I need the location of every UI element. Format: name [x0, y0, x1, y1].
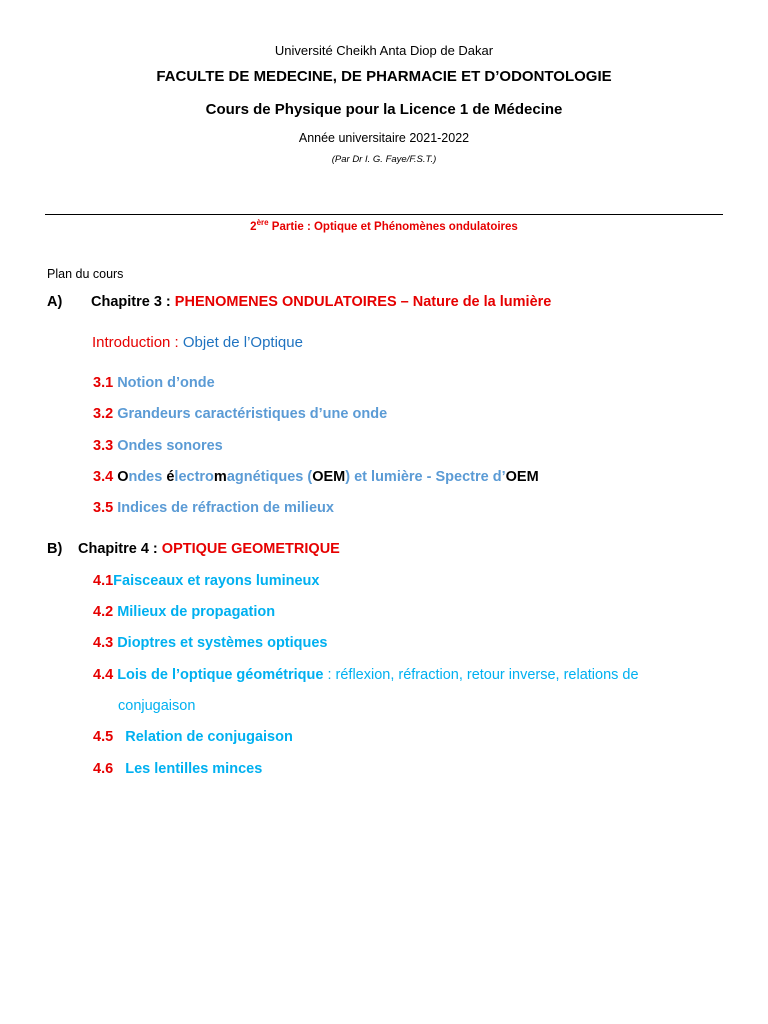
- chapter-4-heading: [47, 541, 340, 557]
- item-number: 3.2: [93, 406, 118, 422]
- faculty-name: FACULTE DE MEDECINE, DE PHARMACIE ET D’ODONTOLOGIE: [156, 68, 612, 85]
- university-name: Université Cheikh Anta Diop de Dakar: [274, 43, 494, 58]
- list-item-3-4: [93, 469, 539, 485]
- item-number: 4.5: [93, 729, 126, 745]
- item-number: 4.6: [93, 761, 126, 777]
- item-number: 3.5: [93, 500, 118, 516]
- intro-label: Introduction :: [92, 334, 183, 351]
- part-number: 2: [250, 220, 257, 233]
- item-number: 3.3: [93, 438, 118, 454]
- list-item-4-4-continuation: conjugaison: [118, 698, 196, 714]
- author-credit: (Par Dr I. G. Faye/F.S.T.): [331, 154, 437, 165]
- chapter-title: PHENOMENES ONDULATOIRES – Nature de la lumière: [174, 294, 552, 310]
- item-text: Grandeurs caractéristiques d’une onde: [117, 406, 388, 422]
- chapter-letter: A): [47, 294, 63, 310]
- list-item-3-5: [93, 500, 334, 516]
- item-number: 4.4: [93, 667, 118, 683]
- plan-label: Plan du cours: [47, 267, 124, 281]
- item-text-part: m: [213, 469, 227, 485]
- list-item-3-1: [93, 375, 215, 391]
- part-heading: [0, 218, 768, 233]
- list-item-4-2: [93, 604, 275, 620]
- part-title: Partie : Optique et Phénomènes ondulatoires: [268, 220, 518, 233]
- academic-year: Année universitaire 2021-2022: [298, 131, 470, 145]
- intro-text: Objet de l’Optique: [182, 334, 303, 351]
- item-number: 3.1: [93, 375, 118, 391]
- item-number: 4.1: [93, 573, 114, 589]
- item-text-rest: : réflexion, réfraction, retour inverse, relations de: [323, 667, 639, 683]
- item-number: 3.4: [93, 469, 118, 485]
- list-item-4-6: [93, 761, 262, 777]
- course-title: Cours de Physique pour la Licence 1 de Médecine: [205, 101, 563, 118]
- chapter-label: Chapitre 3 :: [91, 294, 175, 310]
- item-text-part: lectro: [174, 469, 214, 485]
- list-item-4-1: [93, 573, 319, 589]
- item-text: Indices de réfraction de milieux: [117, 500, 334, 516]
- item-number: 4.2: [93, 604, 118, 620]
- item-text-part: OEM: [505, 469, 539, 485]
- chapter-letter: B): [47, 541, 63, 557]
- horizontal-rule: [45, 214, 723, 215]
- list-item-4-4: [93, 667, 639, 683]
- item-text-part: OEM: [312, 469, 346, 485]
- item-text: Faisceaux et rayons lumineux: [113, 573, 320, 589]
- chapter-3-heading: [47, 294, 551, 310]
- list-item-4-3: [93, 635, 328, 651]
- item-text-part: O: [117, 469, 129, 485]
- list-item-3-3: [93, 438, 223, 454]
- item-text: Lois de l’optique géométrique: [117, 667, 324, 683]
- item-number: 4.3: [93, 635, 118, 651]
- item-text: Notion d’onde: [117, 375, 215, 391]
- chapter-label: Chapitre 4 :: [78, 541, 162, 557]
- introduction-line: [92, 334, 303, 351]
- item-text: Dioptres et systèmes optiques: [117, 635, 328, 651]
- list-item-4-5: [93, 729, 293, 745]
- list-item-3-2: [93, 406, 387, 422]
- item-text: Relation de conjugaison: [125, 729, 293, 745]
- item-text-part: ndes: [128, 469, 167, 485]
- item-text-part: é: [166, 469, 175, 485]
- part-superscript: ère: [256, 218, 269, 227]
- item-text: Milieux de propagation: [117, 604, 276, 620]
- item-text: Ondes sonores: [117, 438, 223, 454]
- chapter-title: OPTIQUE GEOMETRIQUE: [161, 541, 340, 557]
- item-text: Les lentilles minces: [125, 761, 263, 777]
- item-text-part: agnétiques (: [226, 469, 313, 485]
- item-text-part: ) et lumière - Spectre d’: [345, 469, 506, 485]
